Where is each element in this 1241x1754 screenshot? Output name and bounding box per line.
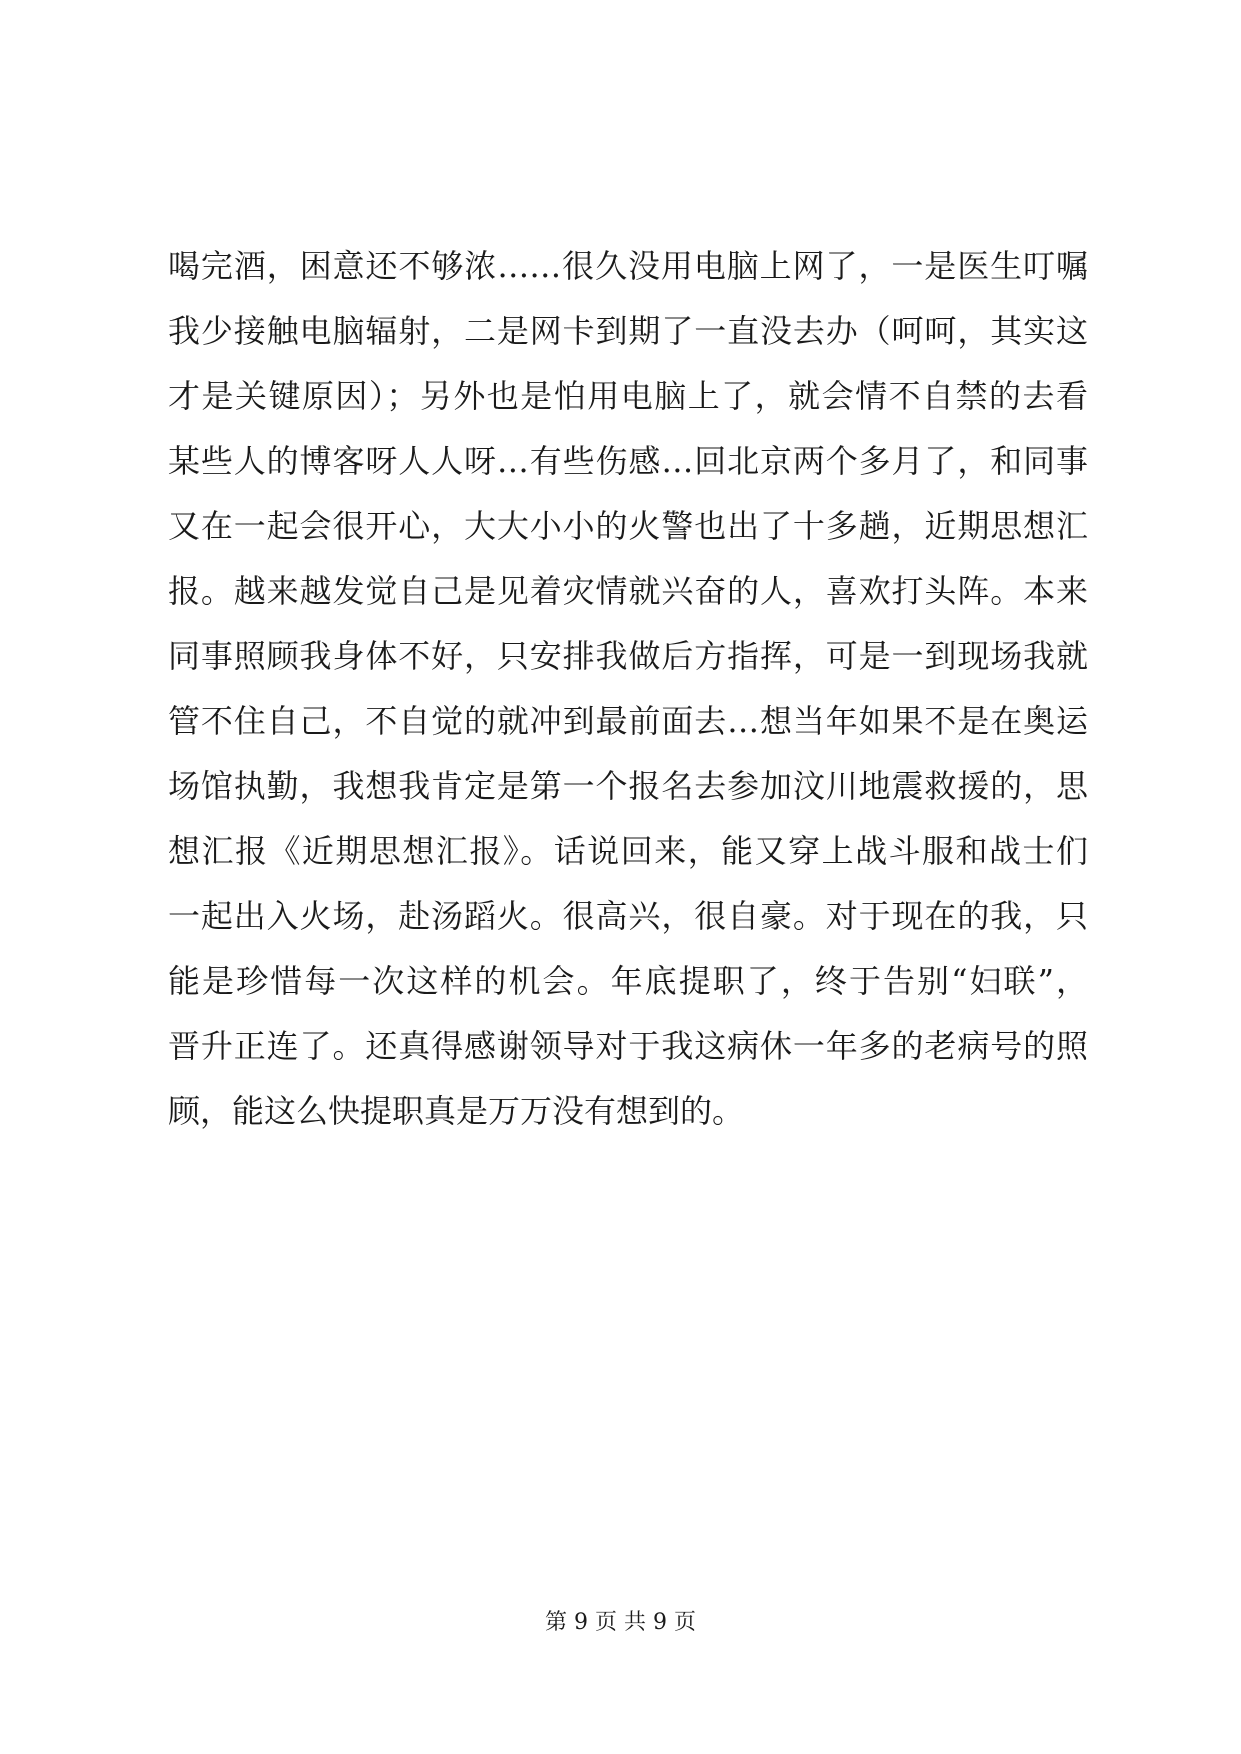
paragraph-line: 又在一起会很开心，大大小小的火警也出了十多趟，近期思想汇 (168, 507, 1088, 545)
page-number-footer: 第 9 页 共 9 页 (545, 1610, 696, 1635)
paragraph-line-last: 顾，能这么快提职真是万万没有想到的。 (168, 1092, 745, 1130)
paragraph-line: 同事照顾我身体不好，只安排我做后方指挥，可是一到现场我就 (168, 637, 1088, 675)
paragraph-line: 一起出入火场，赴汤蹈火。很高兴，很自豪。对于现在的我，只 (168, 897, 1088, 935)
paragraph-line: 想汇报《近期思想汇报》。话说回来，能又穿上战斗服和战士们 (168, 832, 1088, 870)
paragraph-line: 能是珍惜每一次这样的机会。年底提职了，终于告别“妇联”， (168, 962, 1088, 1000)
paragraph-line: 报。越来越发觉自己是见着灾情就兴奋的人，喜欢打头阵。本来 (168, 572, 1088, 610)
paragraph-line: 某些人的博客呀人人呀…有些伤感…回北京两个多月了，和同事 (168, 442, 1088, 480)
paragraph-line: 场馆执勤，我想我肯定是第一个报名去参加汶川地震救援的，思 (168, 767, 1088, 805)
paragraph-line: 晋升正连了。还真得感谢领导对于我这病休一年多的老病号的照 (168, 1027, 1088, 1065)
paragraph-line: 喝完酒，困意还不够浓……很久没用电脑上网了，一是医生叮嘱 (168, 247, 1088, 285)
body-paragraph (168, 234, 1088, 1144)
paragraph-line: 才是关键原因）；另外也是怕用电脑上了，就会情不自禁的去看 (168, 377, 1088, 415)
paragraph-line: 我少接触电脑辐射，二是网卡到期了一直没去办（呵呵，其实这 (168, 312, 1088, 350)
paragraph-line: 管不住自己，不自觉的就冲到最前面去…想当年如果不是在奥运 (168, 702, 1088, 740)
